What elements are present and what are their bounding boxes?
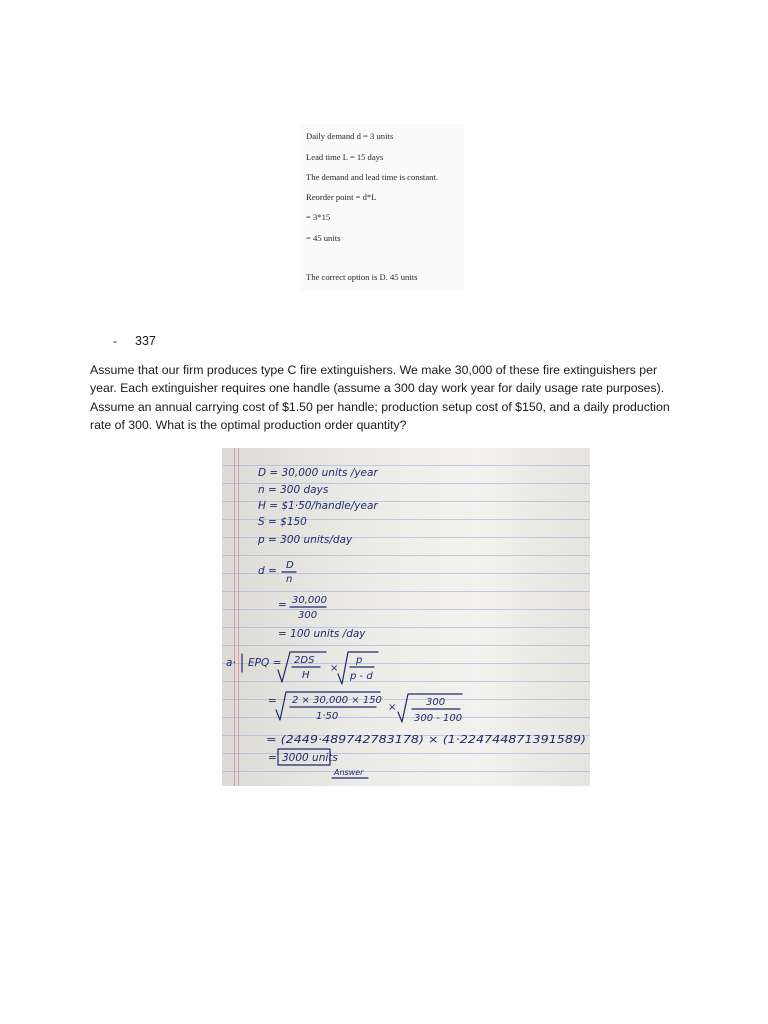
substitution-numerator: 300 bbox=[426, 697, 446, 708]
result-equals: = bbox=[268, 752, 277, 764]
given-production-rate: p = 300 units/day bbox=[258, 534, 353, 546]
question-line: year. Each extinguisher requires one handle (assume a 300 day work year for daily usage rate purposes). bbox=[90, 381, 665, 396]
question-line: Assume an annual carrying cost of $1.50 per handle; production setup cost of $150, and a daily production bbox=[90, 399, 670, 414]
d-denominator: n bbox=[286, 574, 293, 585]
snippet-line: Reorder point = d*L bbox=[306, 192, 377, 202]
times-sign: × bbox=[388, 702, 397, 713]
formula-numerator: p bbox=[356, 655, 363, 666]
d-label: d = bbox=[258, 565, 277, 577]
times-sign: × bbox=[330, 663, 339, 674]
substitution-equals: = bbox=[268, 695, 277, 707]
part-label: a· bbox=[226, 657, 236, 669]
given-holding-cost: H = $1·50/handle/year bbox=[258, 500, 378, 512]
daily-usage-result: = 100 units /day bbox=[278, 628, 366, 640]
step1-denominator: 300 bbox=[298, 610, 318, 621]
snippet-line: Daily demand d = 3 units bbox=[306, 131, 394, 141]
previous-answer-snippet bbox=[300, 124, 464, 290]
handwritten-solution-photo bbox=[222, 448, 590, 786]
handwriting-layer bbox=[222, 448, 590, 786]
product-line: = (2449·489742783178) × (1·224744871391589) bbox=[266, 734, 586, 746]
given-days: n = 300 days bbox=[258, 484, 329, 496]
formula-denominator: H bbox=[302, 670, 310, 681]
answer-note: Answer bbox=[334, 768, 364, 777]
snippet-line: Lead time L = 15 days bbox=[306, 152, 384, 162]
substitution-numerator: 2 × 30,000 × 150 bbox=[292, 695, 382, 706]
snippet-line: The correct option is D. 45 units bbox=[306, 272, 418, 282]
snippet-line: = 3*15 bbox=[306, 212, 331, 222]
question-line: Assume that our firm produces type C fire extinguishers. We make 30,000 of these fire extinguishers per bbox=[90, 363, 658, 377]
snippet-line: The demand and lead time is constant. bbox=[306, 172, 438, 182]
step1-equals: = bbox=[278, 599, 287, 611]
question-line: rate of 300. What is the optimal production order quantity? bbox=[90, 418, 407, 433]
formula-numerator: 2DS bbox=[294, 655, 315, 666]
final-answer: 3000 units bbox=[282, 752, 338, 764]
step1-numerator: 30,000 bbox=[292, 595, 327, 606]
question-number: 337 bbox=[135, 334, 156, 348]
given-setup-cost: S = $150 bbox=[258, 516, 307, 528]
given-demand: D = 30,000 units /year bbox=[258, 467, 378, 479]
formula-denominator: p - d bbox=[350, 671, 373, 682]
question-text bbox=[90, 361, 690, 435]
list-bullet: - bbox=[113, 334, 117, 348]
epq-label: EPQ = bbox=[248, 657, 282, 669]
substitution-denominator: 1·50 bbox=[316, 711, 339, 722]
snippet-line: = 45 units bbox=[306, 233, 341, 243]
d-numerator: D bbox=[286, 560, 294, 571]
substitution-denominator: 300 - 100 bbox=[414, 713, 463, 724]
